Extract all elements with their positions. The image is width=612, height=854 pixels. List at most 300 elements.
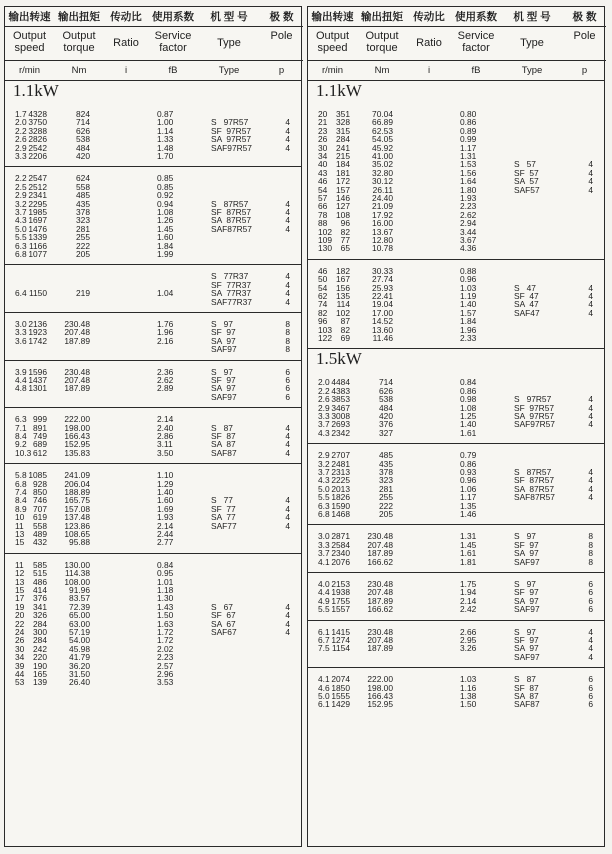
table-cell: 4 bbox=[588, 475, 593, 486]
data-section bbox=[308, 371, 604, 444]
table-cell: 1.84 bbox=[460, 316, 477, 327]
table-cell: 4 bbox=[588, 159, 593, 170]
table-cell: 1301 bbox=[28, 383, 47, 394]
header-zh-label: 输出扭矩 bbox=[357, 7, 407, 27]
table-cell: 187.89 bbox=[64, 383, 90, 394]
right-table-column bbox=[307, 6, 605, 847]
table-cell: 91.96 bbox=[69, 584, 90, 595]
header-en-label: Output speed bbox=[308, 27, 357, 61]
table-cell: 4 bbox=[588, 176, 593, 187]
table-cell: 3.2 bbox=[15, 198, 27, 209]
table-cell: 4 bbox=[588, 402, 593, 413]
table-cell: 4.6 bbox=[318, 682, 330, 693]
table-cell: 187.89 bbox=[64, 335, 90, 346]
header-unit-label: Nm bbox=[374, 65, 390, 76]
table-cell: 41.00 bbox=[372, 151, 393, 161]
table-cell: 4 bbox=[285, 215, 290, 226]
table-cell: SA 97 bbox=[514, 595, 539, 606]
table-cell: SF 87 bbox=[514, 682, 539, 693]
table-cell: 130.00 bbox=[64, 559, 90, 570]
table-cell: 4 bbox=[285, 206, 290, 217]
table-cell: 4 bbox=[285, 495, 290, 506]
table-cell: 3.67 bbox=[460, 235, 477, 245]
table-cell: 2.42 bbox=[460, 604, 477, 615]
table-cell: 1555 bbox=[331, 690, 350, 701]
table-cell: 152.95 bbox=[367, 699, 393, 710]
table-cell: 2.14 bbox=[157, 520, 174, 531]
data-section bbox=[5, 167, 301, 265]
table-cell: 4 bbox=[285, 447, 290, 458]
table-cell: 4.36 bbox=[460, 243, 477, 254]
header-zh-label: 输出扭矩 bbox=[54, 7, 104, 27]
header-zh-label: 机 型 号 bbox=[198, 7, 260, 27]
table-cell: 2.9 bbox=[318, 450, 330, 461]
table-cell: 4.1 bbox=[318, 556, 330, 567]
table-cell: 1.96 bbox=[157, 327, 174, 338]
table-cell: 4.1 bbox=[318, 674, 330, 685]
table-cell: 485 bbox=[76, 190, 90, 201]
table-cell: 222 bbox=[379, 500, 393, 511]
table-cell: 6 bbox=[285, 391, 290, 402]
table-cell: 0.79 bbox=[460, 450, 477, 461]
table-cell: 0.85 bbox=[157, 181, 174, 192]
data-section bbox=[5, 103, 301, 167]
table-cell: 137.48 bbox=[64, 512, 90, 523]
table-cell: 1.18 bbox=[157, 584, 174, 595]
table-cell: 6.1 bbox=[318, 699, 330, 710]
table-cell: 435 bbox=[379, 458, 393, 469]
table-cell: 0.87 bbox=[157, 109, 174, 119]
table-cell: SAF77R37 bbox=[211, 296, 252, 307]
table-cell: 5.0 bbox=[15, 223, 27, 234]
table-cell: 3288 bbox=[28, 125, 47, 136]
table-cell: 1.40 bbox=[460, 299, 477, 310]
table-cell: 3.9 bbox=[15, 366, 27, 377]
table-cell: 1.60 bbox=[157, 495, 174, 506]
table-cell: 230.48 bbox=[367, 578, 393, 589]
table-cell: 3853 bbox=[331, 394, 350, 405]
table-cell: 15 bbox=[15, 537, 25, 548]
table-cell: 376 bbox=[379, 419, 393, 430]
table-cell: 187.89 bbox=[367, 643, 393, 654]
table-cell: 30.33 bbox=[372, 265, 393, 276]
table-cell: 8 bbox=[588, 539, 593, 550]
data-section bbox=[5, 408, 301, 464]
table-cell: SF 87R57 bbox=[514, 475, 555, 486]
table-cell: 3.7 bbox=[15, 206, 27, 217]
table-cell: 4 bbox=[588, 466, 593, 477]
table-cell: 1.56 bbox=[460, 167, 477, 178]
table-cell: 167 bbox=[336, 274, 350, 285]
table-cell: 219 bbox=[76, 288, 90, 299]
table-cell: 378 bbox=[379, 466, 393, 477]
table-cell: 432 bbox=[33, 537, 47, 548]
table-cell: 538 bbox=[76, 134, 90, 145]
table-cell: 3008 bbox=[331, 410, 350, 421]
table-cell: SAF97 bbox=[211, 391, 237, 402]
table-cell: 5.0 bbox=[318, 483, 330, 494]
table-cell: 1742 bbox=[28, 335, 47, 346]
table-cell: 26.11 bbox=[372, 184, 393, 195]
table-cell: S 97 bbox=[211, 318, 233, 329]
table-cell: 4 bbox=[588, 394, 593, 405]
table-cell: 2.23 bbox=[460, 201, 477, 212]
header-cell bbox=[5, 7, 54, 81]
table-cell: 2.6 bbox=[15, 134, 27, 145]
table-cell: 165.75 bbox=[64, 495, 90, 506]
table-cell: 4.3 bbox=[318, 475, 330, 486]
table-cell: 2.94 bbox=[460, 218, 477, 229]
table-cell: 1.31 bbox=[460, 531, 477, 542]
table-cell: 1415 bbox=[331, 626, 350, 637]
table-cell: 74 bbox=[318, 299, 328, 310]
table-cell: 22.41 bbox=[372, 290, 393, 301]
table-cell: 8 bbox=[285, 318, 290, 329]
table-cell: 23 bbox=[318, 125, 328, 136]
header-unit-label: p bbox=[581, 65, 588, 76]
table-cell: 1.25 bbox=[460, 410, 477, 421]
table-cell: 2584 bbox=[331, 539, 350, 550]
table-cell: 96 bbox=[340, 218, 350, 229]
table-cell: 538 bbox=[379, 394, 393, 405]
table-cell: 1.10 bbox=[157, 470, 174, 481]
table-cell: 284 bbox=[33, 635, 47, 646]
table-cell: 103 bbox=[318, 324, 332, 335]
header-en-label: Pole bbox=[563, 27, 606, 61]
table-cell: 2076 bbox=[331, 556, 350, 567]
table-cell: 2.33 bbox=[460, 332, 477, 343]
table-cell: 2225 bbox=[331, 475, 350, 486]
table-cell: 13 bbox=[15, 528, 25, 539]
table-cell: 1985 bbox=[28, 206, 47, 217]
table-cell: 6.3 bbox=[15, 240, 27, 251]
table-cell: 222 bbox=[76, 240, 90, 251]
table-cell: SAF87R57 bbox=[514, 492, 555, 503]
table-cell: 184 bbox=[336, 159, 350, 170]
table-cell: 5.5 bbox=[318, 604, 330, 615]
table-cell: 4 bbox=[285, 430, 290, 441]
data-section bbox=[5, 265, 301, 313]
table-cell: 205 bbox=[379, 508, 393, 519]
table-cell: 928 bbox=[33, 478, 47, 489]
table-cell: 10 bbox=[15, 512, 25, 523]
table-cell: SA 97 bbox=[514, 548, 539, 559]
table-cell: 157.08 bbox=[64, 503, 90, 514]
table-cell: 102 bbox=[336, 307, 350, 318]
table-cell: 88 bbox=[318, 218, 328, 229]
header-unit-label: Nm bbox=[71, 65, 87, 76]
table-cell: 2.95 bbox=[460, 634, 477, 645]
table-cell: 1.03 bbox=[460, 282, 477, 293]
table-cell: 24 bbox=[15, 626, 25, 637]
power-rating: 1.5kW bbox=[316, 349, 362, 369]
table-cell: S 97 bbox=[211, 366, 233, 377]
table-cell: 3.0 bbox=[318, 531, 330, 542]
table-cell: 4 bbox=[588, 307, 593, 318]
table-cell: 41.79 bbox=[69, 652, 90, 663]
header-cell bbox=[148, 7, 198, 81]
header-en-label: Type bbox=[198, 27, 260, 61]
table-cell: 612 bbox=[33, 447, 47, 458]
table-cell: 30 bbox=[318, 142, 328, 153]
table-cell: 6.8 bbox=[15, 478, 27, 489]
table-cell: 1429 bbox=[331, 699, 350, 710]
table-cell: 6.3 bbox=[15, 414, 27, 425]
table-cell: 1.19 bbox=[460, 290, 477, 301]
table-cell: 6 bbox=[588, 682, 593, 693]
table-cell: 4 bbox=[588, 492, 593, 503]
table-cell: S 87R57 bbox=[514, 466, 552, 477]
table-cell: 1826 bbox=[331, 492, 350, 503]
header-unit-label: Type bbox=[218, 65, 240, 76]
table-cell: 241.09 bbox=[64, 470, 90, 481]
table-cell: 1.06 bbox=[460, 483, 477, 494]
table-cell: 7.1 bbox=[15, 422, 27, 433]
table-cell: SA 97R57 bbox=[211, 134, 252, 145]
table-cell: 122 bbox=[318, 332, 332, 343]
table-cell: 241 bbox=[336, 142, 350, 153]
header-zh-label: 使用系数 bbox=[451, 7, 501, 27]
table-cell: 1.04 bbox=[157, 288, 174, 299]
table-cell: 824 bbox=[76, 109, 90, 119]
table-cell: 3467 bbox=[331, 402, 350, 413]
table-cell: 4 bbox=[285, 142, 290, 153]
header-unit-label: p bbox=[278, 65, 285, 76]
table-cell: 13.67 bbox=[372, 226, 393, 237]
table-cell: SA 87R57 bbox=[211, 215, 252, 226]
table-cell: 72.39 bbox=[69, 601, 90, 612]
table-cell: 3.7 bbox=[318, 466, 330, 477]
table-cell: 2871 bbox=[331, 531, 350, 542]
table-cell: 0.98 bbox=[460, 394, 477, 405]
table-cell: 27.74 bbox=[372, 274, 393, 285]
table-cell: 4 bbox=[285, 134, 290, 145]
header-en-label: Output speed bbox=[5, 27, 54, 61]
table-cell: SF 67 bbox=[211, 610, 236, 621]
table-cell: 689 bbox=[33, 439, 47, 450]
table-cell: 82 bbox=[340, 226, 350, 237]
table-cell: 3.3 bbox=[15, 151, 27, 161]
table-cell: 714 bbox=[379, 377, 393, 388]
table-cell: 2.62 bbox=[157, 374, 174, 385]
table-cell: 206.04 bbox=[64, 478, 90, 489]
header-zh-label: 传动比 bbox=[104, 7, 148, 27]
header-cell bbox=[260, 7, 303, 81]
table-cell: SA 97 bbox=[211, 383, 236, 394]
table-cell: 4328 bbox=[28, 109, 47, 119]
header-cell bbox=[104, 7, 148, 81]
table-cell: 45.92 bbox=[372, 142, 393, 153]
data-section bbox=[5, 464, 301, 554]
table-cell: 420 bbox=[379, 410, 393, 421]
table-cell: 77 bbox=[340, 235, 350, 245]
table-cell: 1.29 bbox=[157, 478, 174, 489]
table-cell: 2.2 bbox=[318, 385, 330, 396]
data-section bbox=[308, 525, 604, 573]
table-cell: 31.50 bbox=[69, 668, 90, 679]
table-cell: 484 bbox=[379, 402, 393, 413]
table-cell: 323 bbox=[379, 475, 393, 486]
table-cell: SF 97R57 bbox=[211, 125, 252, 136]
table-cell: 25.93 bbox=[372, 282, 393, 293]
table-cell: 1.61 bbox=[460, 427, 477, 438]
table-cell: 2.02 bbox=[157, 643, 174, 654]
table-cell: 10.3 bbox=[15, 447, 32, 458]
table-cell: 284 bbox=[336, 134, 350, 145]
table-cell: 4 bbox=[285, 512, 290, 523]
table-cell: 6 bbox=[285, 383, 290, 394]
table-cell: 4 bbox=[588, 483, 593, 494]
table-cell: 2.0 bbox=[15, 117, 27, 128]
table-cell: 130 bbox=[318, 243, 332, 254]
table-cell: 2.2 bbox=[15, 125, 27, 136]
table-cell: 1.53 bbox=[460, 159, 477, 170]
table-cell: SAF97 bbox=[514, 556, 540, 567]
table-cell: 2.9 bbox=[15, 142, 27, 153]
table-cell: 0.94 bbox=[157, 198, 174, 209]
table-cell: 78 bbox=[318, 209, 328, 220]
table-cell: 1166 bbox=[28, 240, 47, 251]
header-cell bbox=[501, 7, 563, 81]
table-cell: 34 bbox=[318, 151, 328, 161]
table-cell: 230.48 bbox=[367, 531, 393, 542]
table-cell: 44 bbox=[15, 668, 25, 679]
table-cell: 11 bbox=[15, 520, 24, 531]
data-section bbox=[5, 313, 301, 361]
table-cell: 284 bbox=[33, 618, 47, 629]
table-cell: 3.53 bbox=[157, 677, 174, 688]
table-cell: 114 bbox=[336, 299, 350, 310]
table-cell: 8 bbox=[588, 556, 593, 567]
table-cell: 0.80 bbox=[460, 109, 477, 119]
table-cell: 2707 bbox=[331, 450, 350, 461]
table-cell: 315 bbox=[336, 125, 350, 136]
table-cell: 1.93 bbox=[460, 193, 477, 203]
table-cell: 1557 bbox=[331, 604, 350, 615]
table-cell: 1.01 bbox=[157, 576, 174, 587]
table-cell: 4 bbox=[588, 634, 593, 645]
table-cell: 746 bbox=[33, 495, 47, 506]
table-cell: 4 bbox=[588, 290, 593, 301]
table-cell: 14.52 bbox=[372, 316, 393, 327]
table-cell: 328 bbox=[336, 117, 350, 128]
table-cell: 1274 bbox=[331, 634, 350, 645]
table-cell: 0.84 bbox=[157, 559, 174, 570]
table-cell: SA 97R57 bbox=[514, 410, 555, 421]
table-cell: 378 bbox=[76, 206, 90, 217]
table-cell: 13.60 bbox=[372, 324, 393, 335]
table-cell: SF 97 bbox=[514, 587, 539, 598]
table-cell: 127 bbox=[336, 201, 350, 212]
table-cell: 999 bbox=[33, 414, 47, 425]
table-cell: 624 bbox=[76, 173, 90, 184]
table-cell: 190 bbox=[33, 660, 47, 671]
data-section bbox=[308, 573, 604, 621]
table-cell: 1697 bbox=[28, 215, 47, 226]
table-cell: 3.0 bbox=[15, 318, 27, 329]
table-cell: 2313 bbox=[331, 466, 350, 477]
table-cell: SA 47 bbox=[514, 299, 539, 310]
table-cell: 3.3 bbox=[318, 410, 330, 421]
table-cell: 1.30 bbox=[157, 593, 174, 604]
table-cell: 45.98 bbox=[69, 643, 90, 654]
table-cell: 109 bbox=[318, 235, 332, 245]
table-cell: 222.00 bbox=[64, 414, 90, 425]
table-cell: 4 bbox=[285, 439, 290, 450]
header-en-label: Type bbox=[501, 27, 563, 61]
table-cell: SA 77R37 bbox=[211, 288, 252, 299]
table-cell: 2.5 bbox=[15, 181, 27, 192]
table-cell: 1.84 bbox=[157, 240, 174, 251]
table-cell: SAF97R57 bbox=[211, 142, 252, 153]
header-unit-label: fB bbox=[168, 65, 178, 76]
table-cell: 2136 bbox=[28, 318, 47, 329]
table-cell: SAF97 bbox=[514, 604, 540, 615]
table-cell: 9.2 bbox=[15, 439, 27, 450]
table-cell: 2.40 bbox=[157, 422, 174, 433]
table-cell: 300 bbox=[33, 626, 47, 637]
table-cell: 166.62 bbox=[367, 604, 393, 615]
table-cell: 46 bbox=[318, 265, 328, 276]
table-cell: 0.89 bbox=[460, 125, 477, 136]
table-cell: 1150 bbox=[28, 288, 47, 299]
table-cell: 1.57 bbox=[460, 307, 477, 318]
table-cell: 3.3 bbox=[318, 539, 330, 550]
table-cell: 420 bbox=[76, 151, 90, 161]
table-cell: 2512 bbox=[28, 181, 47, 192]
table-cell: 1923 bbox=[28, 327, 47, 338]
table-cell: 3.11 bbox=[157, 439, 173, 450]
table-cell: 1.70 bbox=[157, 151, 174, 161]
table-cell: 222.00 bbox=[367, 674, 393, 685]
table-cell: SA 77 bbox=[211, 512, 236, 523]
table-cell: 188.89 bbox=[64, 486, 90, 497]
table-cell: 1.45 bbox=[157, 223, 174, 234]
table-cell: 46 bbox=[318, 176, 328, 187]
table-cell: S 97 bbox=[514, 531, 536, 542]
table-cell: 3.2 bbox=[318, 458, 330, 469]
table-cell: 1077 bbox=[28, 248, 47, 259]
table-cell: 1938 bbox=[331, 587, 350, 598]
table-cell: 135.83 bbox=[64, 447, 90, 458]
table-cell: 6 bbox=[588, 690, 593, 701]
header-en-label: Service factor bbox=[451, 27, 501, 61]
header-cell bbox=[563, 7, 606, 81]
table-cell: 30 bbox=[15, 643, 25, 654]
header-unit-label: Type bbox=[521, 65, 543, 76]
table-cell: 1.31 bbox=[460, 151, 477, 161]
table-cell: 2547 bbox=[28, 173, 47, 184]
table-cell: 6 bbox=[588, 578, 593, 589]
table-cell: 207.48 bbox=[367, 539, 393, 550]
table-cell: 1476 bbox=[28, 223, 47, 234]
table-cell: 327 bbox=[379, 427, 393, 438]
table-cell: 220 bbox=[33, 652, 47, 663]
table-cell: 4 bbox=[285, 271, 290, 282]
table-cell: 3.7 bbox=[318, 419, 330, 430]
table-cell: 3.7 bbox=[318, 548, 330, 559]
table-cell: 626 bbox=[76, 125, 90, 136]
table-cell: 4.9 bbox=[318, 595, 330, 606]
table-cell: 8.4 bbox=[15, 430, 27, 441]
table-cell: 1468 bbox=[331, 508, 350, 519]
table-cell: 166.43 bbox=[64, 430, 90, 441]
table-cell: 19.04 bbox=[372, 299, 393, 310]
table-cell: 2013 bbox=[331, 483, 350, 494]
table-cell: SAF77 bbox=[211, 520, 237, 531]
header-en-label: Service factor bbox=[148, 27, 198, 61]
table-cell: SF 97R57 bbox=[514, 402, 555, 413]
